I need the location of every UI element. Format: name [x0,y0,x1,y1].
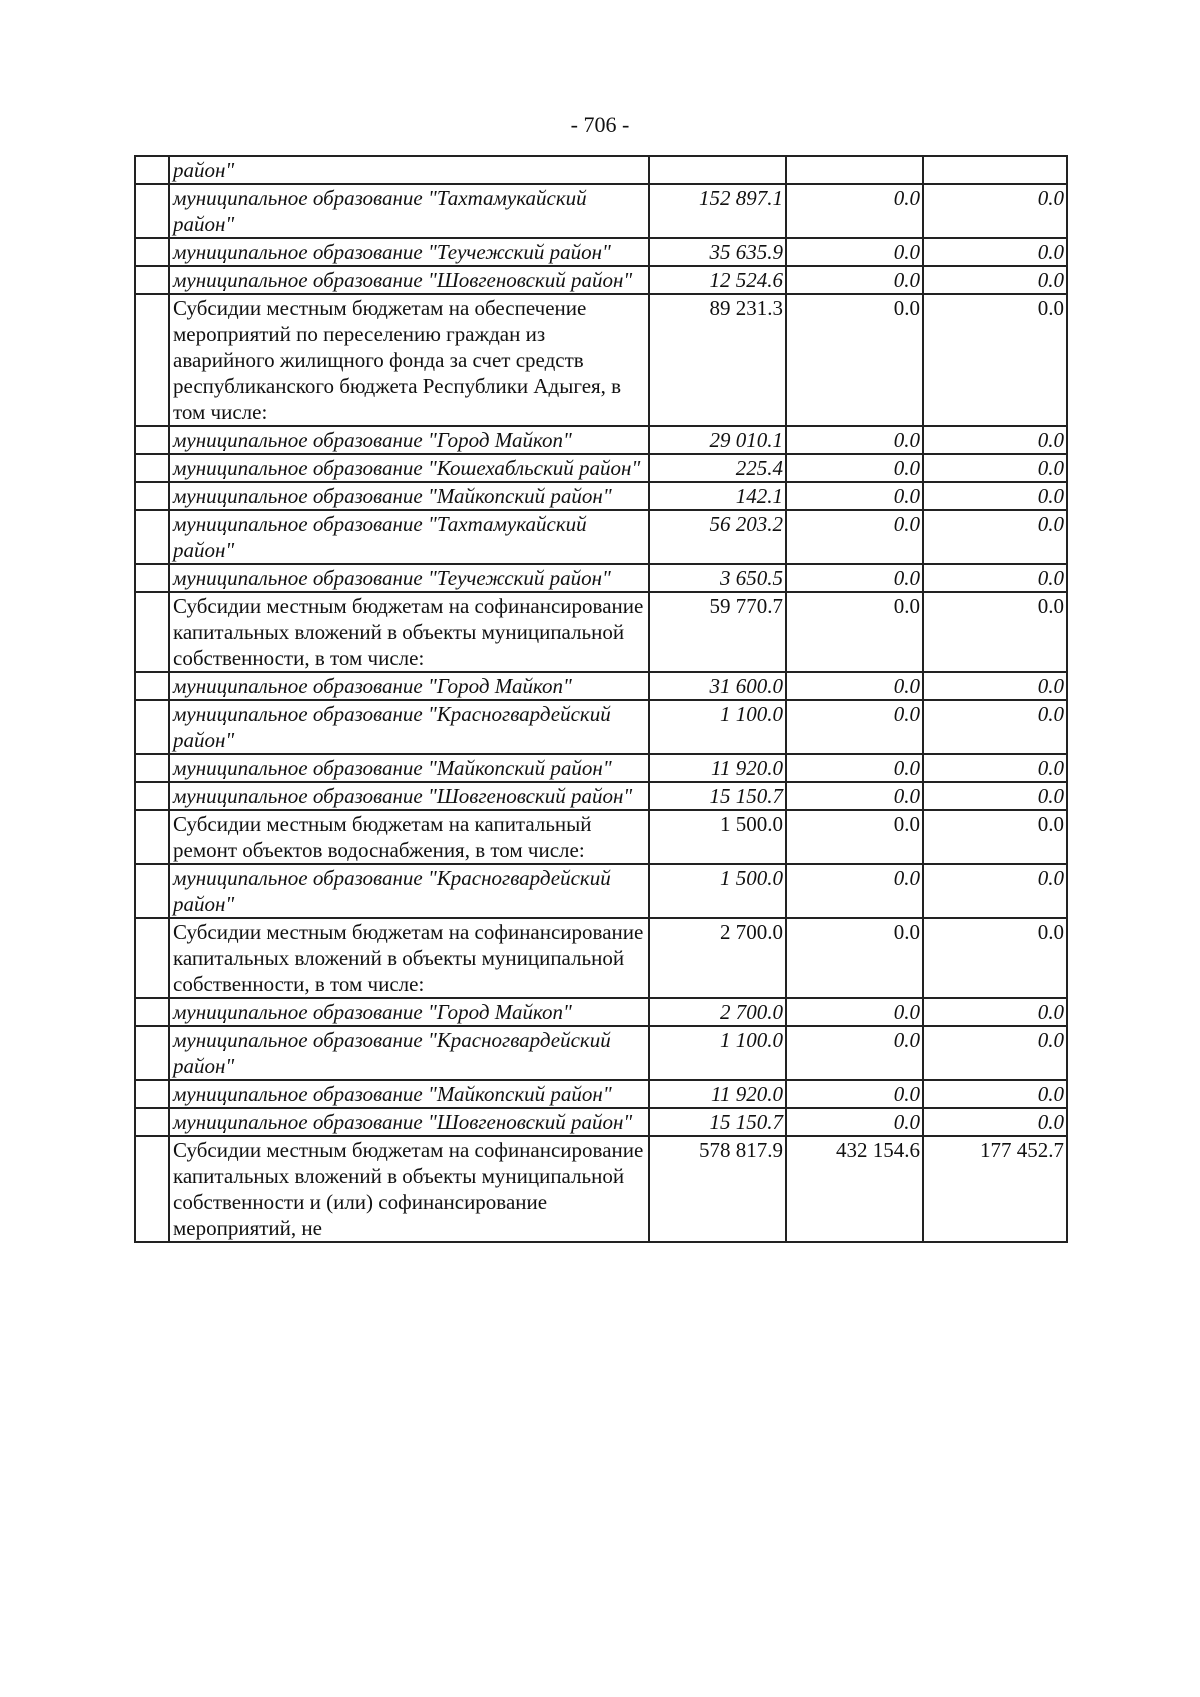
row-value-2-cell [786,156,923,184]
budget-table [134,155,1068,1243]
row-index-cell [135,454,169,482]
row-index-cell [135,184,169,238]
row-value-3-cell: 0.0 [923,426,1067,454]
table-row [135,1026,1067,1080]
row-value-3-cell: 0.0 [923,294,1067,426]
row-value-2-cell: 0.0 [786,266,923,294]
row-value-1-cell: 578 817.9 [649,1136,786,1242]
row-value-2-cell: 0.0 [786,810,923,864]
row-name-cell: муниципальное образование "Красногвардейский район" [169,700,649,754]
row-index-cell [135,782,169,810]
table-row [135,754,1067,782]
row-name-cell: муниципальное образование "Шовгеновский район" [169,782,649,810]
row-name-cell: район" [169,156,649,184]
row-value-1-cell: 59 770.7 [649,592,786,672]
row-name-cell: муниципальное образование "Тахтамукайский район" [169,510,649,564]
row-name-cell: муниципальное образование "Шовгеновский район" [169,1108,649,1136]
row-value-2-cell: 0.0 [786,482,923,510]
table-row [135,510,1067,564]
row-name-cell: Субсидии местным бюджетам на обеспечение мероприятий по переселению граждан из аварийного жилищного фонда за счет средств республиканского бюджета Республики Адыгея, в том числе: [169,294,649,426]
row-value-2-cell: 0.0 [786,1108,923,1136]
table-row [135,564,1067,592]
table-body [135,156,1067,1242]
table-row [135,266,1067,294]
row-value-1-cell [649,156,786,184]
row-value-3-cell: 0.0 [923,998,1067,1026]
row-value-1-cell: 11 920.0 [649,754,786,782]
row-index-cell [135,1026,169,1080]
row-value-3-cell: 0.0 [923,482,1067,510]
row-name-cell: Субсидии местным бюджетам на софинансирование капитальных вложений в объекты муниципальной собственности, в том числе: [169,918,649,998]
row-value-2-cell: 0.0 [786,672,923,700]
row-value-3-cell: 0.0 [923,592,1067,672]
row-index-cell [135,510,169,564]
table-row [135,156,1067,184]
row-index-cell [135,672,169,700]
row-value-1-cell: 142.1 [649,482,786,510]
row-value-3-cell [923,156,1067,184]
table-row [135,454,1067,482]
row-value-2-cell: 0.0 [786,510,923,564]
row-value-2-cell: 0.0 [786,426,923,454]
table-row [135,672,1067,700]
row-name-cell: муниципальное образование "Майкопский район" [169,1080,649,1108]
row-index-cell [135,238,169,266]
row-value-2-cell: 0.0 [786,238,923,266]
row-value-1-cell: 56 203.2 [649,510,786,564]
table-row [135,700,1067,754]
table-row [135,864,1067,918]
row-index-cell [135,1080,169,1108]
row-value-1-cell: 89 231.3 [649,294,786,426]
row-value-3-cell: 0.0 [923,1026,1067,1080]
table-row [135,238,1067,266]
row-value-1-cell: 152 897.1 [649,184,786,238]
row-value-1-cell: 15 150.7 [649,1108,786,1136]
table-row [135,1108,1067,1136]
row-value-2-cell: 0.0 [786,454,923,482]
row-value-1-cell: 1 100.0 [649,700,786,754]
row-value-3-cell: 0.0 [923,510,1067,564]
row-value-1-cell: 12 524.6 [649,266,786,294]
row-value-2-cell: 0.0 [786,592,923,672]
row-value-3-cell: 0.0 [923,266,1067,294]
row-value-1-cell: 1 100.0 [649,1026,786,1080]
row-value-3-cell: 0.0 [923,564,1067,592]
table-row [135,1136,1067,1242]
row-name-cell: муниципальное образование "Город Майкоп" [169,998,649,1026]
row-value-3-cell: 0.0 [923,1108,1067,1136]
row-value-2-cell: 0.0 [786,782,923,810]
row-value-3-cell: 0.0 [923,672,1067,700]
row-name-cell: Субсидии местным бюджетам на капитальный ремонт объектов водоснабжения, в том числе: [169,810,649,864]
row-index-cell [135,294,169,426]
row-name-cell: муниципальное образование "Майкопский район" [169,754,649,782]
table-row [135,482,1067,510]
row-name-cell: Субсидии местным бюджетам на софинансирование капитальных вложений в объекты муниципальной собственности и (или) софинансирование мероприятий, не [169,1136,649,1242]
row-index-cell [135,426,169,454]
row-value-3-cell: 177 452.7 [923,1136,1067,1242]
row-name-cell: муниципальное образование "Красногвардейский район" [169,1026,649,1080]
table-row [135,294,1067,426]
row-value-1-cell: 29 010.1 [649,426,786,454]
row-name-cell: муниципальное образование "Красногвардейский район" [169,864,649,918]
row-value-2-cell: 0.0 [786,918,923,998]
row-name-cell: муниципальное образование "Теучежский район" [169,564,649,592]
row-value-2-cell: 0.0 [786,294,923,426]
table-row [135,592,1067,672]
row-value-2-cell: 0.0 [786,564,923,592]
row-value-1-cell: 2 700.0 [649,998,786,1026]
table-row [135,782,1067,810]
row-value-3-cell: 0.0 [923,810,1067,864]
row-value-3-cell: 0.0 [923,782,1067,810]
row-value-1-cell: 2 700.0 [649,918,786,998]
row-value-3-cell: 0.0 [923,700,1067,754]
table-row [135,426,1067,454]
row-name-cell: муниципальное образование "Город Майкоп" [169,672,649,700]
row-name-cell: муниципальное образование "Город Майкоп" [169,426,649,454]
row-value-3-cell: 0.0 [923,754,1067,782]
row-value-1-cell: 31 600.0 [649,672,786,700]
row-name-cell: муниципальное образование "Майкопский район" [169,482,649,510]
row-value-2-cell: 0.0 [786,998,923,1026]
table-row [135,998,1067,1026]
row-index-cell [135,810,169,864]
row-value-2-cell: 0.0 [786,700,923,754]
row-value-1-cell: 11 920.0 [649,1080,786,1108]
row-name-cell: муниципальное образование "Шовгеновский район" [169,266,649,294]
row-value-3-cell: 0.0 [923,184,1067,238]
table-row [135,810,1067,864]
row-value-3-cell: 0.0 [923,454,1067,482]
row-value-3-cell: 0.0 [923,1080,1067,1108]
row-index-cell [135,700,169,754]
row-value-2-cell: 0.0 [786,754,923,782]
row-value-2-cell: 432 154.6 [786,1136,923,1242]
row-index-cell [135,918,169,998]
row-index-cell [135,564,169,592]
row-name-cell: Субсидии местным бюджетам на софинансирование капитальных вложений в объекты муниципальной собственности, в том числе: [169,592,649,672]
row-index-cell [135,1136,169,1242]
row-value-3-cell: 0.0 [923,864,1067,918]
row-value-1-cell: 15 150.7 [649,782,786,810]
row-value-2-cell: 0.0 [786,864,923,918]
row-value-1-cell: 3 650.5 [649,564,786,592]
row-value-3-cell: 0.0 [923,238,1067,266]
row-index-cell [135,864,169,918]
row-name-cell: муниципальное образование "Тахтамукайский район" [169,184,649,238]
table-row [135,1080,1067,1108]
row-index-cell [135,998,169,1026]
table-row [135,918,1067,998]
row-index-cell [135,1108,169,1136]
row-index-cell [135,156,169,184]
row-index-cell [135,482,169,510]
row-index-cell [135,754,169,782]
row-value-2-cell: 0.0 [786,184,923,238]
page-number: - 706 - [570,112,630,137]
row-name-cell: муниципальное образование "Теучежский район" [169,238,649,266]
row-index-cell [135,592,169,672]
row-value-1-cell: 35 635.9 [649,238,786,266]
table-row [135,184,1067,238]
row-name-cell: муниципальное образование "Кошехабльский район" [169,454,649,482]
row-value-1-cell: 225.4 [649,454,786,482]
row-value-1-cell: 1 500.0 [649,864,786,918]
row-index-cell [135,266,169,294]
row-value-1-cell: 1 500.0 [649,810,786,864]
row-value-2-cell: 0.0 [786,1080,923,1108]
row-value-3-cell: 0.0 [923,918,1067,998]
row-value-2-cell: 0.0 [786,1026,923,1080]
